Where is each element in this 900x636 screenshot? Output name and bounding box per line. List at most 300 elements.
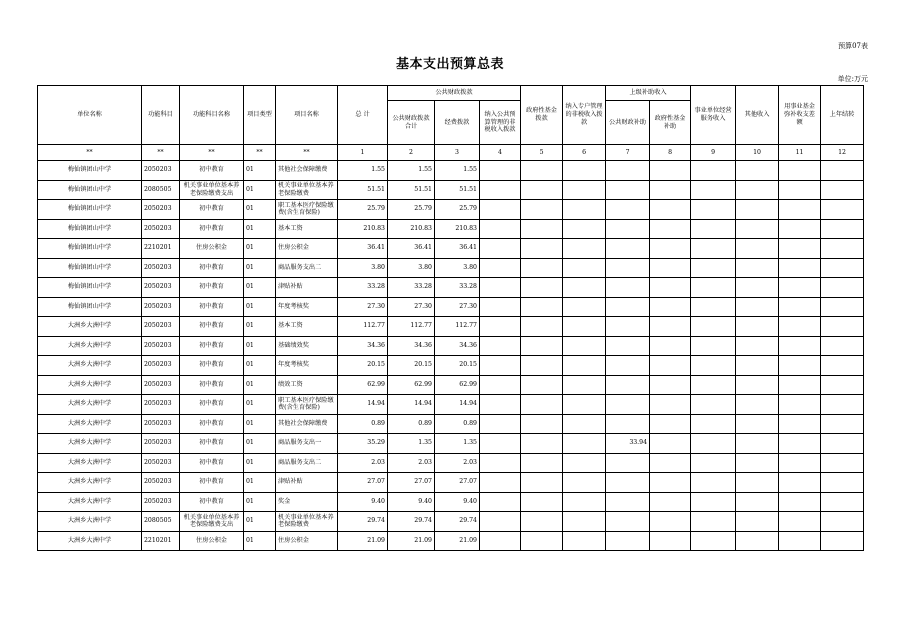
cell-empty xyxy=(691,356,736,376)
form-number: 预算07表 xyxy=(838,42,868,50)
cell-empty xyxy=(650,453,691,473)
index-cell: 6 xyxy=(563,145,606,161)
cell-empty xyxy=(736,453,779,473)
cell-total: 29.74 xyxy=(338,512,388,532)
budget-table xyxy=(37,85,864,551)
cell-unit: 大洲乡大洲中学 xyxy=(38,317,142,337)
cell-code: 2050203 xyxy=(142,492,180,512)
cell-empty xyxy=(736,317,779,337)
cell-empty xyxy=(779,375,821,395)
cell-empty xyxy=(779,297,821,317)
cell-type: 01 xyxy=(244,492,276,512)
cell-pf-total: 34.36 xyxy=(388,336,435,356)
cell-item: 商品服务支出二 xyxy=(276,453,338,473)
index-cell: ** xyxy=(180,145,244,161)
cell-pf-funds: 1.55 xyxy=(435,161,480,181)
cell-empty xyxy=(521,492,563,512)
cell-empty xyxy=(736,180,779,200)
cell-empty xyxy=(779,414,821,434)
cell-pf-total: 25.79 xyxy=(388,200,435,220)
cell-total: 25.79 xyxy=(338,200,388,220)
cell-empty xyxy=(691,395,736,415)
cell-item: 津贴补贴 xyxy=(276,473,338,493)
cell-total: 2.03 xyxy=(338,453,388,473)
cell-type: 01 xyxy=(244,258,276,278)
cell-empty xyxy=(650,434,691,454)
index-cell: 4 xyxy=(480,145,521,161)
cell-code: 2050203 xyxy=(142,453,180,473)
cell-total: 62.99 xyxy=(338,375,388,395)
cell-pf-total: 29.74 xyxy=(388,512,435,532)
cell-empty xyxy=(691,531,736,551)
cell-empty xyxy=(650,317,691,337)
cell-empty xyxy=(563,258,606,278)
table-row xyxy=(38,356,864,376)
cell-sup-public xyxy=(606,356,650,376)
header-public-finance: 公共财政拨款 xyxy=(388,86,521,101)
cell-unit: 大洲乡大洲中学 xyxy=(38,375,142,395)
cell-sup-public xyxy=(606,297,650,317)
table-row xyxy=(38,278,864,298)
cell-empty xyxy=(779,336,821,356)
cell-type: 01 xyxy=(244,473,276,493)
cell-unit: 梅仙镇团山中学 xyxy=(38,219,142,239)
header-gov-fund: 政府性基金拨款 xyxy=(521,86,563,145)
cell-item: 年度考核奖 xyxy=(276,356,338,376)
cell-code: 2050203 xyxy=(142,336,180,356)
header-last-year: 上年结转 xyxy=(821,86,864,145)
cell-pf-funds: 20.15 xyxy=(435,356,480,376)
cell-sup-public xyxy=(606,531,650,551)
cell-empty xyxy=(480,434,521,454)
cell-empty xyxy=(821,434,864,454)
cell-pf-funds: 2.03 xyxy=(435,453,480,473)
cell-empty xyxy=(650,356,691,376)
index-row xyxy=(38,145,864,161)
cell-empty xyxy=(736,297,779,317)
cell-empty xyxy=(821,161,864,181)
cell-empty xyxy=(821,239,864,259)
header-pf-total: 公共财政拨款合计 xyxy=(388,101,435,145)
index-cell: 11 xyxy=(779,145,821,161)
cell-fname: 初中教育 xyxy=(180,434,244,454)
cell-empty xyxy=(821,297,864,317)
cell-empty xyxy=(650,531,691,551)
cell-empty xyxy=(650,200,691,220)
cell-empty xyxy=(821,453,864,473)
cell-pf-total: 36.41 xyxy=(388,239,435,259)
cell-unit: 梅仙镇团山中学 xyxy=(38,161,142,181)
cell-empty xyxy=(521,258,563,278)
cell-empty xyxy=(650,512,691,532)
cell-empty xyxy=(821,278,864,298)
header-pf-nontax: 纳入公共预算管理的非税收入拨款 xyxy=(480,101,521,145)
cell-empty xyxy=(821,492,864,512)
cell-empty xyxy=(480,395,521,415)
cell-code: 2050203 xyxy=(142,200,180,220)
cell-empty xyxy=(563,356,606,376)
cell-fname: 初中教育 xyxy=(180,375,244,395)
cell-pf-total: 14.94 xyxy=(388,395,435,415)
cell-empty xyxy=(563,278,606,298)
cell-sup-public xyxy=(606,180,650,200)
cell-code: 2050203 xyxy=(142,278,180,298)
cell-empty xyxy=(521,414,563,434)
cell-item: 津贴补贴 xyxy=(276,278,338,298)
cell-empty xyxy=(821,531,864,551)
cell-item: 住房公积金 xyxy=(276,531,338,551)
cell-empty xyxy=(821,180,864,200)
cell-pf-funds: 36.41 xyxy=(435,239,480,259)
cell-empty xyxy=(821,473,864,493)
cell-empty xyxy=(563,200,606,220)
cell-empty xyxy=(480,492,521,512)
cell-empty xyxy=(691,278,736,298)
cell-fname: 初中教育 xyxy=(180,317,244,337)
cell-item: 住房公积金 xyxy=(276,239,338,259)
cell-fname: 住房公积金 xyxy=(180,531,244,551)
cell-pf-funds: 21.09 xyxy=(435,531,480,551)
cell-type: 01 xyxy=(244,375,276,395)
cell-empty xyxy=(480,239,521,259)
cell-empty xyxy=(821,317,864,337)
header-func-subject-name: 功能科目名称 xyxy=(180,86,244,145)
cell-empty xyxy=(779,395,821,415)
cell-empty xyxy=(480,297,521,317)
cell-pf-funds: 27.07 xyxy=(435,473,480,493)
cell-empty xyxy=(521,219,563,239)
cell-empty xyxy=(821,356,864,376)
cell-empty xyxy=(779,180,821,200)
cell-empty xyxy=(691,375,736,395)
cell-code: 2210201 xyxy=(142,239,180,259)
cell-pf-funds: 112.77 xyxy=(435,317,480,337)
cell-empty xyxy=(650,219,691,239)
cell-empty xyxy=(521,239,563,259)
header-item-type: 项目类型 xyxy=(244,86,276,145)
cell-pf-total: 21.09 xyxy=(388,531,435,551)
cell-empty xyxy=(480,356,521,376)
cell-item: 职工基本医疗保险缴费(含生育保险) xyxy=(276,200,338,220)
cell-unit: 大洲乡大洲中学 xyxy=(38,473,142,493)
cell-sup-public xyxy=(606,239,650,259)
cell-type: 01 xyxy=(244,395,276,415)
table-row xyxy=(38,317,864,337)
cell-empty xyxy=(736,356,779,376)
index-cell: 10 xyxy=(736,145,779,161)
cell-code: 2050203 xyxy=(142,297,180,317)
cell-pf-total: 27.07 xyxy=(388,473,435,493)
cell-item: 商品服务支出一 xyxy=(276,434,338,454)
index-cell: ** xyxy=(142,145,180,161)
cell-empty xyxy=(650,473,691,493)
cell-sup-public xyxy=(606,492,650,512)
cell-empty xyxy=(480,336,521,356)
cell-total: 112.77 xyxy=(338,317,388,337)
cell-empty xyxy=(521,180,563,200)
header-pf-funds: 经费拨款 xyxy=(435,101,480,145)
cell-empty xyxy=(521,336,563,356)
index-cell: ** xyxy=(244,145,276,161)
cell-empty xyxy=(779,512,821,532)
header-business-income: 事业单位经营服务收入 xyxy=(691,86,736,145)
cell-fname: 初中教育 xyxy=(180,492,244,512)
cell-empty xyxy=(691,258,736,278)
table-row xyxy=(38,239,864,259)
cell-empty xyxy=(480,473,521,493)
cell-empty xyxy=(736,200,779,220)
cell-total: 27.07 xyxy=(338,473,388,493)
cell-empty xyxy=(521,531,563,551)
cell-unit: 梅仙镇团山中学 xyxy=(38,239,142,259)
cell-empty xyxy=(521,200,563,220)
table-row xyxy=(38,453,864,473)
cell-empty xyxy=(691,473,736,493)
cell-type: 01 xyxy=(244,414,276,434)
header-sup-public: 公共财政补助 xyxy=(606,101,650,145)
cell-code: 2050203 xyxy=(142,375,180,395)
cell-empty xyxy=(521,356,563,376)
cell-empty xyxy=(480,161,521,181)
cell-empty xyxy=(736,531,779,551)
cell-pf-total: 9.40 xyxy=(388,492,435,512)
header-special-nontax: 纳入专户管理的非税收入拨款 xyxy=(563,86,606,145)
cell-sup-public xyxy=(606,375,650,395)
cell-fname: 初中教育 xyxy=(180,258,244,278)
cell-empty xyxy=(736,278,779,298)
cell-type: 01 xyxy=(244,434,276,454)
table-row xyxy=(38,512,864,532)
cell-pf-funds: 0.89 xyxy=(435,414,480,434)
cell-empty xyxy=(691,161,736,181)
cell-code: 2210201 xyxy=(142,531,180,551)
cell-empty xyxy=(779,356,821,376)
cell-unit: 大洲乡大洲中学 xyxy=(38,512,142,532)
cell-empty xyxy=(480,219,521,239)
cell-pf-funds: 210.83 xyxy=(435,219,480,239)
cell-empty xyxy=(779,473,821,493)
cell-fname: 初中教育 xyxy=(180,453,244,473)
cell-empty xyxy=(821,512,864,532)
cell-empty xyxy=(650,375,691,395)
cell-empty xyxy=(563,219,606,239)
cell-item: 绩效工资 xyxy=(276,375,338,395)
cell-pf-total: 112.77 xyxy=(388,317,435,337)
cell-sup-public xyxy=(606,317,650,337)
cell-type: 01 xyxy=(244,161,276,181)
cell-sup-public xyxy=(606,512,650,532)
cell-total: 33.28 xyxy=(338,278,388,298)
cell-empty xyxy=(691,336,736,356)
cell-empty xyxy=(821,258,864,278)
cell-total: 35.29 xyxy=(338,434,388,454)
cell-pf-funds: 27.30 xyxy=(435,297,480,317)
cell-fname: 初中教育 xyxy=(180,161,244,181)
cell-item: 其他社会保障缴费 xyxy=(276,161,338,181)
cell-empty xyxy=(736,434,779,454)
cell-fname: 初中教育 xyxy=(180,356,244,376)
cell-pf-total: 3.80 xyxy=(388,258,435,278)
cell-sup-public xyxy=(606,414,650,434)
cell-empty xyxy=(691,434,736,454)
header-item-name: 项目名称 xyxy=(276,86,338,145)
cell-empty xyxy=(563,512,606,532)
cell-fname: 初中教育 xyxy=(180,336,244,356)
index-cell: 12 xyxy=(821,145,864,161)
cell-empty xyxy=(563,453,606,473)
cell-sup-public xyxy=(606,278,650,298)
cell-sup-public xyxy=(606,200,650,220)
cell-empty xyxy=(779,531,821,551)
table-row xyxy=(38,297,864,317)
cell-code: 2050203 xyxy=(142,434,180,454)
index-cell: 9 xyxy=(691,145,736,161)
cell-item: 基础绩效奖 xyxy=(276,336,338,356)
cell-unit: 梅仙镇团山中学 xyxy=(38,200,142,220)
cell-total: 34.36 xyxy=(338,336,388,356)
header-sup-gov: 政府性基金补助 xyxy=(650,101,691,145)
cell-empty xyxy=(650,239,691,259)
header-total: 总 计 xyxy=(338,86,388,145)
cell-empty xyxy=(779,434,821,454)
cell-empty xyxy=(736,473,779,493)
cell-pf-funds: 51.51 xyxy=(435,180,480,200)
cell-empty xyxy=(563,239,606,259)
cell-empty xyxy=(691,492,736,512)
cell-empty xyxy=(521,395,563,415)
cell-empty xyxy=(736,395,779,415)
cell-empty xyxy=(480,258,521,278)
cell-sup-public xyxy=(606,258,650,278)
cell-pf-total: 62.99 xyxy=(388,375,435,395)
cell-unit: 大洲乡大洲中学 xyxy=(38,531,142,551)
cell-empty xyxy=(563,161,606,181)
index-cell: 3 xyxy=(435,145,480,161)
cell-empty xyxy=(779,278,821,298)
cell-empty xyxy=(821,219,864,239)
cell-code: 2050203 xyxy=(142,473,180,493)
cell-empty xyxy=(779,239,821,259)
cell-empty xyxy=(650,414,691,434)
cell-empty xyxy=(480,375,521,395)
cell-empty xyxy=(736,258,779,278)
cell-empty xyxy=(821,200,864,220)
cell-unit: 梅仙镇团山中学 xyxy=(38,180,142,200)
header-func-subject: 功能科目 xyxy=(142,86,180,145)
header-other-income: 其他收入 xyxy=(736,86,779,145)
cell-empty xyxy=(480,317,521,337)
cell-pf-total: 210.83 xyxy=(388,219,435,239)
cell-unit: 梅仙镇团山中学 xyxy=(38,278,142,298)
table-row xyxy=(38,336,864,356)
cell-pf-funds: 9.40 xyxy=(435,492,480,512)
index-cell: 8 xyxy=(650,145,691,161)
cell-type: 01 xyxy=(244,180,276,200)
cell-type: 01 xyxy=(244,531,276,551)
cell-empty xyxy=(650,278,691,298)
cell-empty xyxy=(480,414,521,434)
cell-pf-total: 0.89 xyxy=(388,414,435,434)
cell-item: 机关事业单位基本养老保险缴费 xyxy=(276,180,338,200)
cell-pf-funds: 25.79 xyxy=(435,200,480,220)
cell-empty xyxy=(480,278,521,298)
cell-item: 基本工资 xyxy=(276,219,338,239)
cell-item: 其他社会保障缴费 xyxy=(276,414,338,434)
table-row xyxy=(38,161,864,181)
cell-total: 14.94 xyxy=(338,395,388,415)
cell-item: 奖金 xyxy=(276,492,338,512)
cell-pf-total: 1.55 xyxy=(388,161,435,181)
cell-fname: 机关事业单位基本养老保险缴费支出 xyxy=(180,180,244,200)
cell-pf-funds: 29.74 xyxy=(435,512,480,532)
cell-empty xyxy=(691,200,736,220)
cell-empty xyxy=(650,258,691,278)
cell-total: 51.51 xyxy=(338,180,388,200)
cell-empty xyxy=(691,317,736,337)
table-row xyxy=(38,200,864,220)
cell-empty xyxy=(563,297,606,317)
cell-unit: 大洲乡大洲中学 xyxy=(38,356,142,376)
cell-empty xyxy=(691,453,736,473)
cell-item: 年度考核奖 xyxy=(276,297,338,317)
table-row xyxy=(38,219,864,239)
cell-code: 2080505 xyxy=(142,512,180,532)
cell-type: 01 xyxy=(244,356,276,376)
cell-type: 01 xyxy=(244,219,276,239)
cell-pf-funds: 34.36 xyxy=(435,336,480,356)
page-title: 基本支出预算总表 xyxy=(395,57,504,72)
cell-unit: 大洲乡大洲中学 xyxy=(38,453,142,473)
cell-sup-public xyxy=(606,219,650,239)
cell-code: 2050203 xyxy=(142,414,180,434)
cell-empty xyxy=(736,219,779,239)
cell-type: 01 xyxy=(244,453,276,473)
cell-empty xyxy=(821,414,864,434)
cell-code: 2080505 xyxy=(142,180,180,200)
cell-code: 2050203 xyxy=(142,356,180,376)
cell-empty xyxy=(691,414,736,434)
cell-pf-total: 51.51 xyxy=(388,180,435,200)
table-row xyxy=(38,414,864,434)
cell-code: 2050203 xyxy=(142,258,180,278)
table-row xyxy=(38,531,864,551)
cell-empty xyxy=(563,414,606,434)
cell-empty xyxy=(563,473,606,493)
cell-empty xyxy=(563,395,606,415)
table-row xyxy=(38,492,864,512)
cell-total: 36.41 xyxy=(338,239,388,259)
cell-code: 2050203 xyxy=(142,395,180,415)
cell-empty xyxy=(521,434,563,454)
table-row xyxy=(38,258,864,278)
cell-total: 9.40 xyxy=(338,492,388,512)
cell-sup-public xyxy=(606,473,650,493)
cell-fname: 初中教育 xyxy=(180,297,244,317)
cell-empty xyxy=(650,180,691,200)
unit-label: 单位:万元 xyxy=(837,75,868,83)
cell-empty xyxy=(480,453,521,473)
cell-empty xyxy=(779,219,821,239)
cell-sup-public: 33.94 xyxy=(606,434,650,454)
cell-empty xyxy=(480,531,521,551)
cell-empty xyxy=(821,395,864,415)
cell-empty xyxy=(650,297,691,317)
cell-fname: 初中教育 xyxy=(180,278,244,298)
table-row xyxy=(38,395,864,415)
cell-empty xyxy=(563,375,606,395)
index-cell: 7 xyxy=(606,145,650,161)
cell-empty xyxy=(736,375,779,395)
